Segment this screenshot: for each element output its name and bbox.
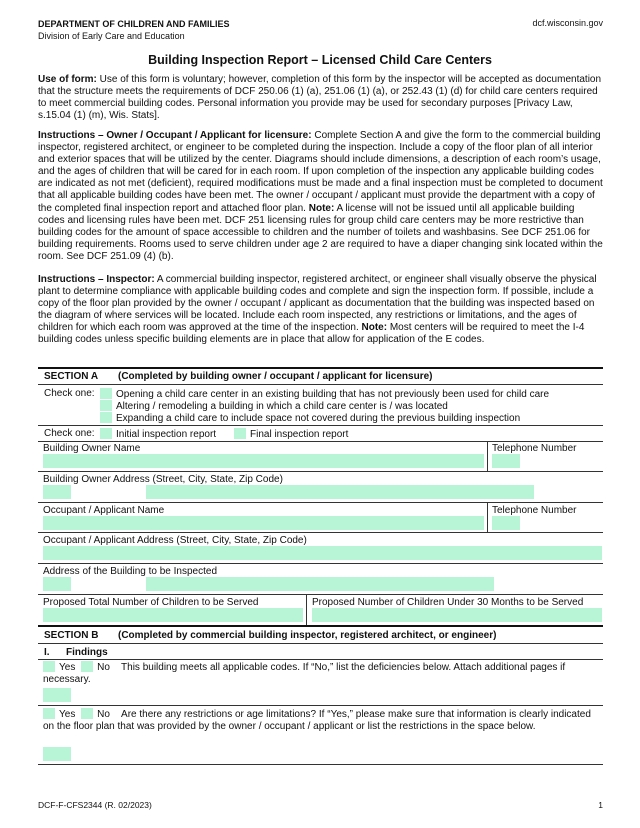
findings-number: I. bbox=[44, 647, 50, 658]
divider bbox=[38, 643, 603, 644]
building-city-state-zip-field[interactable] bbox=[146, 577, 494, 591]
divider bbox=[38, 563, 603, 564]
final-inspection-label: Final inspection report bbox=[250, 429, 349, 440]
q1-no-checkbox[interactable] bbox=[81, 661, 93, 672]
owner-instructions-text-1: Complete Section A and give the form to the commercial building inspector, registered architect, or engineer to be completed during the inspection. Include a copy of the floor plan of all interior and exterior spaces that will be utilized by the center. Diagrams should include dimensions, a description of each room’s usage, and the ages of children that will be cared for in each room. If upon completion of the inspection any applicable building codes are indicated as not met (deficient), required modifications must be made and a final inspection must be completed to document that all applicable building codes have been met. The owner / occupant / applicant must provide the department with a copy of the completed final inspection report and attached floor plan. bbox=[38, 130, 603, 214]
under-30-months-field[interactable] bbox=[312, 608, 602, 622]
occupant-name-label: Occupant / Applicant Name bbox=[43, 505, 165, 516]
divider bbox=[487, 441, 488, 471]
q2-text: Are there any restrictions or age limitations? If “Yes,” please make sure that information is clearly indicated on the floor plan that was provided by the owner / occupant / applicant or list the restrictions in the space below. bbox=[43, 709, 591, 733]
initial-inspection-option[interactable] bbox=[100, 428, 216, 440]
inspector-instructions-text-2: Most centers will be required to meet the I-4 building codes unless specific building elements are in place that allow for application of the E codes. bbox=[38, 322, 585, 346]
form-id: DCF-F-CFS2344 (R. 02/2023) bbox=[38, 800, 152, 810]
purpose-option-1-label: Opening a child care center in an existing building that has not previously been used for child care bbox=[116, 389, 550, 400]
building-street-field[interactable] bbox=[43, 577, 71, 591]
divider bbox=[38, 764, 603, 765]
owner-name-field[interactable] bbox=[43, 454, 484, 468]
restrictions-field[interactable] bbox=[43, 747, 71, 761]
owner-note-label: Note: bbox=[308, 202, 335, 214]
section-b-label: SECTION B bbox=[44, 630, 99, 641]
divider bbox=[487, 502, 488, 532]
final-inspection-option[interactable] bbox=[234, 428, 348, 440]
owner-instructions-paragraph bbox=[38, 130, 603, 263]
divider bbox=[306, 594, 307, 625]
owner-telephone-label: Telephone Number bbox=[492, 443, 577, 454]
inspector-instructions-text-1: A commercial building inspector, registered architect, or engineer shall visually observe the physical plant to determine compliance with applicable building codes and complete and sign the inspection form. If possible, include a copy of the floor plan provided by the owner / occupant / applicant as documentation that the building was inspected based on the diagram of where services will be located. Include each room inspected, any restrictions or limitations, and the ages of children for which each room was approved at the time of the inspection. bbox=[38, 274, 597, 334]
purpose-option-1[interactable] bbox=[100, 388, 549, 400]
purpose-checkbox-1[interactable] bbox=[100, 388, 112, 399]
q1-yes-checkbox[interactable] bbox=[43, 661, 55, 672]
occupant-name-field[interactable] bbox=[43, 516, 484, 530]
use-of-form-paragraph bbox=[38, 74, 603, 122]
divider bbox=[38, 705, 603, 706]
division-name: Division of Early Care and Education bbox=[38, 31, 185, 41]
owner-instructions-label: Instructions – Owner / Occupant / Applicant for licensure: bbox=[38, 130, 312, 141]
section-a-description: (Completed by building owner / occupant / applicant for licensure) bbox=[118, 371, 433, 382]
q2-no-label: No bbox=[97, 709, 110, 720]
owner-name-label: Building Owner Name bbox=[43, 443, 141, 454]
owner-telephone-field[interactable] bbox=[492, 454, 520, 468]
use-of-form-text: Use of this form is voluntary; however, completion of this form by the inspector will be accepted as documentation that the structure meets the requirements of DCF 250.06 (1) (a), 251.06 (1) (a), or 252.43 (1) (d) for child care centers required to meet commercial building codes. Personal information you provide may be used for secondary purposes [Privacy Law, s.15.04 (1) (m), Wis. Stats]. bbox=[38, 74, 602, 122]
q1-text: This building meets all applicable codes. If “No,” list the deficiencies below. Attach additional pages if necessary. bbox=[43, 662, 566, 686]
purpose-option-3[interactable] bbox=[100, 412, 520, 424]
owner-city-state-zip-field[interactable] bbox=[146, 485, 534, 499]
inspector-note-label: Note: bbox=[361, 322, 388, 334]
section-a-label: SECTION A bbox=[44, 371, 99, 382]
occupant-telephone-label: Telephone Number bbox=[492, 505, 577, 516]
total-children-label: Proposed Total Number of Children to be Served bbox=[43, 597, 259, 608]
purpose-checkbox-2[interactable] bbox=[100, 400, 112, 411]
section-a-top-border bbox=[38, 367, 603, 369]
findings-question-2 bbox=[43, 708, 601, 733]
occupant-telephone-field[interactable] bbox=[492, 516, 520, 530]
q2-yes-checkbox[interactable] bbox=[43, 708, 55, 719]
findings-heading: Findings bbox=[66, 647, 108, 658]
divider bbox=[38, 384, 603, 385]
initial-inspection-label: Initial inspection report bbox=[116, 429, 217, 440]
inspector-instructions-label: Instructions – Inspector: bbox=[38, 274, 155, 285]
under-30-months-label: Proposed Number of Children Under 30 Months to be Served bbox=[312, 597, 584, 608]
inspector-instructions-paragraph bbox=[38, 274, 603, 347]
purpose-option-3-label: Expanding a child care to include space not covered during the previous building inspection bbox=[116, 413, 521, 424]
q2-yes-label: Yes bbox=[59, 709, 76, 720]
q2-no-checkbox[interactable] bbox=[81, 708, 93, 719]
divider bbox=[38, 594, 603, 595]
check-one-label: Check one: bbox=[44, 388, 95, 399]
purpose-option-2-label: Altering / remodeling a building in which a child care center is / was located bbox=[116, 401, 448, 412]
divider bbox=[38, 441, 603, 442]
owner-address-label: Building Owner Address (Street, City, State, Zip Code) bbox=[43, 474, 283, 485]
owner-instructions-text-2: A license will not be issued until all applicable building codes and licensing rules have been met. DCF 251 licensing rules for group child care centers may be more restrictive than building codes for the amount of space accessible to children and the number of toilets and washbasins. See DCF 251.06 for building requirements. Rooms used to serve children under age 2 are required to have a diaper changing sink located within the room. See DCF 251.09 (4) (b). bbox=[38, 202, 603, 262]
deficiencies-field[interactable] bbox=[43, 688, 71, 702]
divider bbox=[38, 659, 603, 660]
divider bbox=[38, 502, 603, 503]
q1-no-label: No bbox=[97, 662, 110, 673]
q1-yes-label: Yes bbox=[59, 662, 76, 673]
initial-inspection-checkbox[interactable] bbox=[100, 428, 112, 439]
occupant-address-field[interactable] bbox=[43, 546, 602, 560]
divider bbox=[38, 532, 603, 533]
form-title: Building Inspection Report – Licensed Child Care Centers bbox=[148, 53, 492, 67]
check-one-label-2: Check one: bbox=[44, 428, 95, 439]
building-address-label: Address of the Building to be Inspected bbox=[43, 566, 218, 577]
divider bbox=[38, 425, 603, 426]
total-children-field[interactable] bbox=[43, 608, 303, 622]
final-inspection-checkbox[interactable] bbox=[234, 428, 246, 439]
purpose-checkbox-3[interactable] bbox=[100, 412, 112, 423]
header-left bbox=[38, 18, 230, 42]
purpose-option-2[interactable] bbox=[100, 400, 448, 412]
occupant-address-label: Occupant / Applicant Address (Street, City, State, Zip Code) bbox=[43, 535, 307, 546]
section-b-description: (Completed by commercial building inspector, registered architect, or engineer) bbox=[118, 630, 497, 641]
website[interactable]: dcf.wisconsin.gov bbox=[532, 18, 603, 28]
section-b-top-border bbox=[38, 625, 603, 627]
owner-street-field[interactable] bbox=[43, 485, 71, 499]
findings-question-1 bbox=[43, 661, 601, 686]
department-name: DEPARTMENT OF CHILDREN AND FAMILIES bbox=[38, 19, 230, 29]
page-number: 1 bbox=[598, 800, 603, 810]
divider bbox=[38, 471, 603, 472]
use-of-form-label: Use of form: bbox=[38, 74, 97, 85]
